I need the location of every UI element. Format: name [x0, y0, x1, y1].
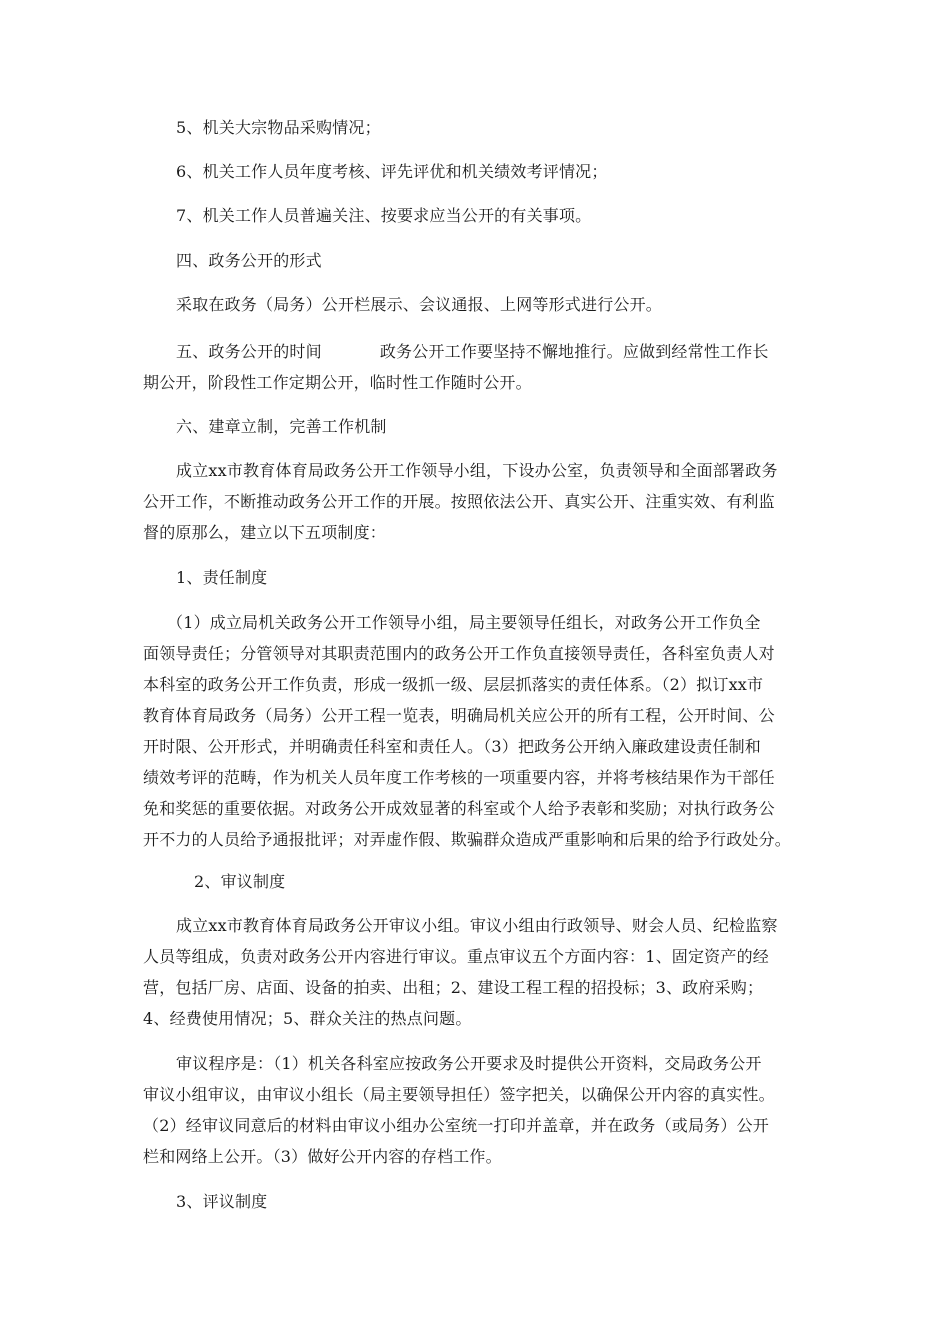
paragraph-line: 4、经费使用情况；5、群众关注的热点问题。 [143, 1009, 472, 1028]
paragraph [143, 607, 815, 855]
paragraph-line: 免和奖惩的重要依据。对政务公开成效显著的科室或个人给予表彰和奖励；对执行政务公 [143, 799, 775, 818]
r2-heading: 2、审议制度 [194, 872, 286, 891]
paragraph-line: 开时限、公开形式，并明确责任科室和责任人。（3）把政务公开纳入廉政建设责任制和 [143, 737, 761, 756]
section5-line [143, 336, 815, 367]
section4-text: 采取在政务（局务）公开栏展示、会议通报、上网等形式进行公开。 [176, 295, 663, 314]
paragraph-line: 栏和网络上公开。（3）做好公开内容的存档工作。 [143, 1147, 502, 1166]
paragraph-line: 本科室的政务公开工作负责，形成一级抓一级、层层抓落实的责任体系。（2）拟订xx市 [143, 675, 764, 694]
paragraph-line: 督的原那么，建立以下五项制度： [143, 523, 387, 542]
paragraph [143, 336, 815, 398]
paragraph-line: 公开工作，不断推动政务公开工作的开展。按照依法公开、真实公开、注重实效、有利监 [143, 492, 775, 511]
paragraph-line: 绩效考评的范畴，作为机关人员年度工作考核的一项重要内容，并将考核结果作为干部任 [143, 768, 775, 787]
paragraph-line: 营，包括厂房、店面、设备的拍卖、出租；2、建设工程工程的招投标；3、政府采购； [143, 978, 764, 997]
section-heading [143, 245, 815, 276]
paragraph-line: 审议小组审议，由审议小组长（局主要领导担任）签字把关，以确保公开内容的真实性。 [143, 1085, 775, 1104]
paragraph [143, 1048, 815, 1172]
section5-text: 政务公开工作要坚持不懈地推行。应做到经常性工作长 [379, 342, 769, 361]
section5-heading: 五、政务公开的时间 [176, 342, 322, 361]
paragraph-line: 人员等组成，负责对政务公开内容进行审议。重点审议五个方面内容：1、固定资产的经 [143, 947, 769, 966]
r3-heading: 3、评议制度 [176, 1192, 268, 1211]
section-heading [143, 866, 815, 897]
section-heading [143, 411, 815, 442]
paragraph-line: 面领导责任；分管领导对其职责范围内的政务公开工作负直接领导责任，各科室负责人对 [143, 644, 775, 663]
paragraph-line: 期公开，阶段性工作定期公开，临时性工作随时公开。 [143, 373, 532, 392]
section4-heading: 四、政务公开的形式 [176, 251, 322, 270]
list-item [143, 200, 815, 231]
section6-heading: 六、建章立制，完善工作机制 [176, 417, 387, 436]
list-item-text: 5、机关大宗物品采购情况； [176, 118, 381, 137]
paragraph-line: 教育体育局政务（局务）公开工程一览表，明确局机关应公开的所有工程，公开时间、公 [143, 706, 775, 725]
list-item [143, 112, 815, 143]
paragraph-line: 成立xx市教育体育局政务公开审议小组。审议小组由行政领导、财会人员、纪检监察 [176, 916, 778, 935]
paragraph [143, 910, 815, 1034]
paragraph [143, 455, 815, 548]
r1-heading: 1、责任制度 [176, 568, 268, 587]
section-heading [143, 562, 815, 593]
paragraph-line: 开不力的人员给予通报批评；对弄虚作假、欺骗群众造成严重影响和后果的给予行政处分。 [143, 830, 792, 849]
list-item-text: 6、机关工作人员年度考核、评先评优和机关绩效考评情况； [176, 162, 608, 181]
paragraph [143, 289, 815, 320]
section-heading [143, 1186, 815, 1217]
list-item-text: 7、机关工作人员普遍关注、按要求应当公开的有关事项。 [176, 206, 592, 225]
list-item [143, 156, 815, 187]
paragraph-line: （1）成立局机关政务公开工作领导小组，局主要领导任组长，对政务公开工作负全 [167, 613, 761, 632]
paragraph-line: 审议程序是：（1）机关各科室应按政务公开要求及时提供公开资料，交局政务公开 [176, 1054, 762, 1073]
paragraph-line: （2）经审议同意后的材料由审议小组办公室统一打印并盖章，并在政务（或局务）公开 [143, 1116, 769, 1135]
paragraph-line: 成立xx市教育体育局政务公开工作领导小组，下设办公室，负责领导和全面部署政务 [176, 461, 778, 480]
